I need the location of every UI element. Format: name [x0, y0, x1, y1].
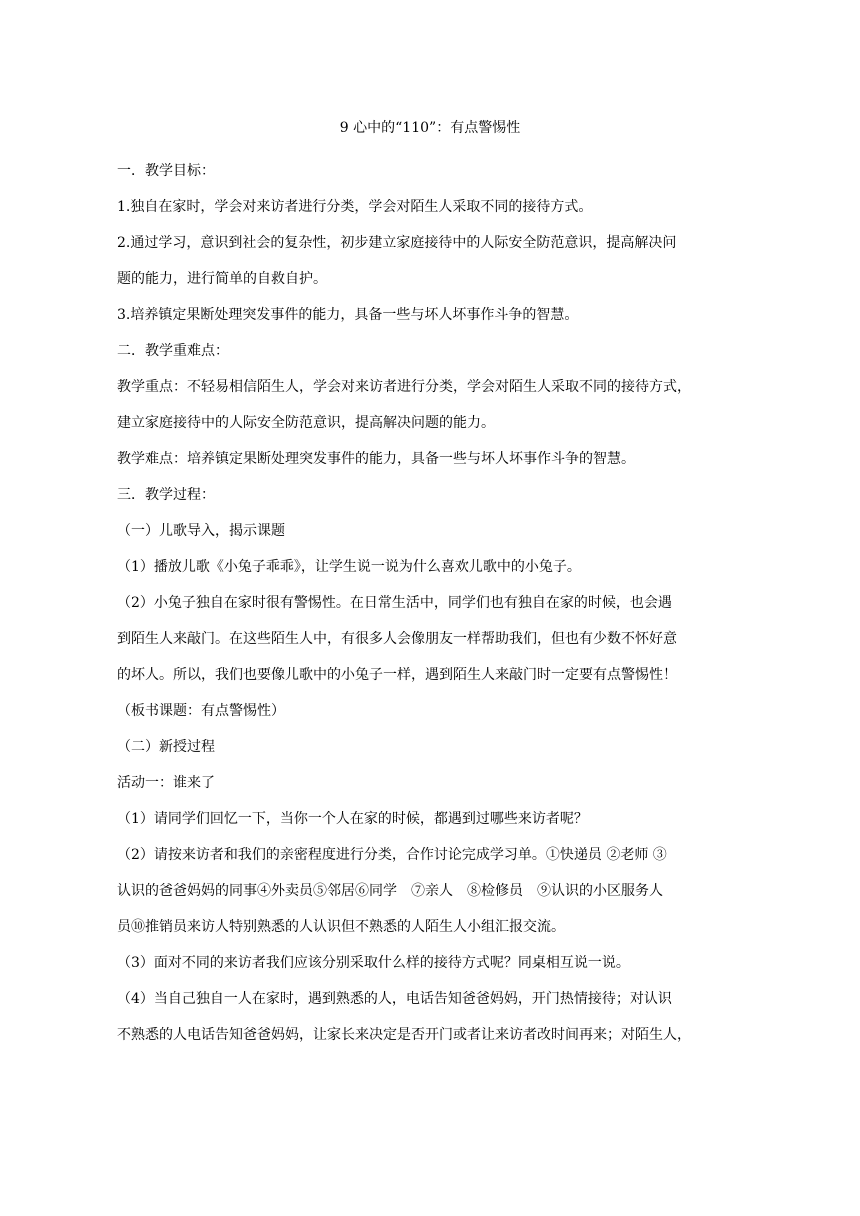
paragraph-line: （1）播放儿歌《小兔子乖乖》，让学生说一说为什么喜欢儿歌中的小兔子。	[117, 559, 581, 575]
paragraph-line: 教学难点：培养镇定果断处理突发事件的能力，具备一些与坏人坏事作斗争的智慧。	[117, 451, 635, 467]
paragraph-line: 题的能力，进行简单的自救自护。	[117, 271, 327, 287]
paragraph-line: （2）小兔子独自在家时很有警惕性。在日常生活中，同学们也有独自在家的时候，也会遇	[117, 595, 672, 611]
paragraph-line: （2）请按来访者和我们的亲密程度进行分类，合作讨论完成学习单。①快递员 ②老师 ③	[117, 847, 667, 863]
paragraph-line: 教学重点：不轻易相信陌生人，学会对来访者进行分类，学会对陌生人采取不同的接待方式，	[117, 379, 691, 395]
paragraph-line: 2.通过学习，意识到社会的复杂性，初步建立家庭接待中的人际安全防范意识，提高解决问	[117, 235, 677, 251]
activity-heading: 活动一：谁来了	[117, 775, 215, 791]
paragraph-line: 的坏人。所以，我们也要像儿歌中的小兔子一样，遇到陌生人来敲门时一定要有点警惕性！	[117, 667, 677, 683]
paragraph-line: （3）面对不同的来访者我们应该分别采取什么样的接待方式呢？同桌相互说一说。	[117, 955, 630, 971]
paragraph-line: 建立家庭接待中的人际安全防范意识，提高解决问题的能力。	[117, 415, 495, 431]
document-title: 9 心中的“110”：有点警惕性	[339, 120, 521, 136]
paragraph-line: （板书课题：有点警惕性）	[117, 703, 285, 719]
document-body	[117, 153, 740, 1053]
paragraph-line: 1.独自在家时，学会对来访者进行分类，学会对陌生人采取不同的接待方式。	[117, 199, 593, 215]
paragraph-line: （1）请同学们回忆一下，当你一个人在家的时候，都遇到过哪些来访者呢？	[117, 811, 588, 827]
paragraph-line: 员⑩推销员来访人特别熟悉的人认识但不熟悉的人陌生人小组汇报交流。	[117, 919, 565, 935]
paragraph-line: 认识的爸爸妈妈的同事④外卖员⑤邻居⑥同学 ⑦亲人 ⑧检修员 ⑨认识的小区服务人	[117, 883, 663, 899]
paragraph-line: 3.培养镇定果断处理突发事件的能力，具备一些与坏人坏事作斗争的智慧。	[117, 307, 579, 323]
paragraph-line: 不熟悉的人电话告知爸爸妈妈，让家长来决定是否开门或者让来访者改时间再来；对陌生人，	[117, 1027, 691, 1043]
section-heading-key-points: 二．教学重难点：	[117, 343, 229, 359]
paragraph-line: （4）当自己独自一人在家时，遇到熟悉的人，电话告知爸爸妈妈，开门热情接待；对认识	[117, 991, 672, 1007]
subsection-heading-new-lesson: （二）新授过程	[117, 739, 215, 755]
section-heading-objectives: 一．教学目标：	[117, 163, 215, 179]
section-heading-process: 三．教学过程：	[117, 487, 215, 503]
subsection-heading-intro: （一）儿歌导入，揭示课题	[117, 523, 285, 539]
paragraph-line: 到陌生人来敲门。在这些陌生人中，有很多人会像朋友一样帮助我们，但也有少数不怀好意	[117, 631, 677, 647]
